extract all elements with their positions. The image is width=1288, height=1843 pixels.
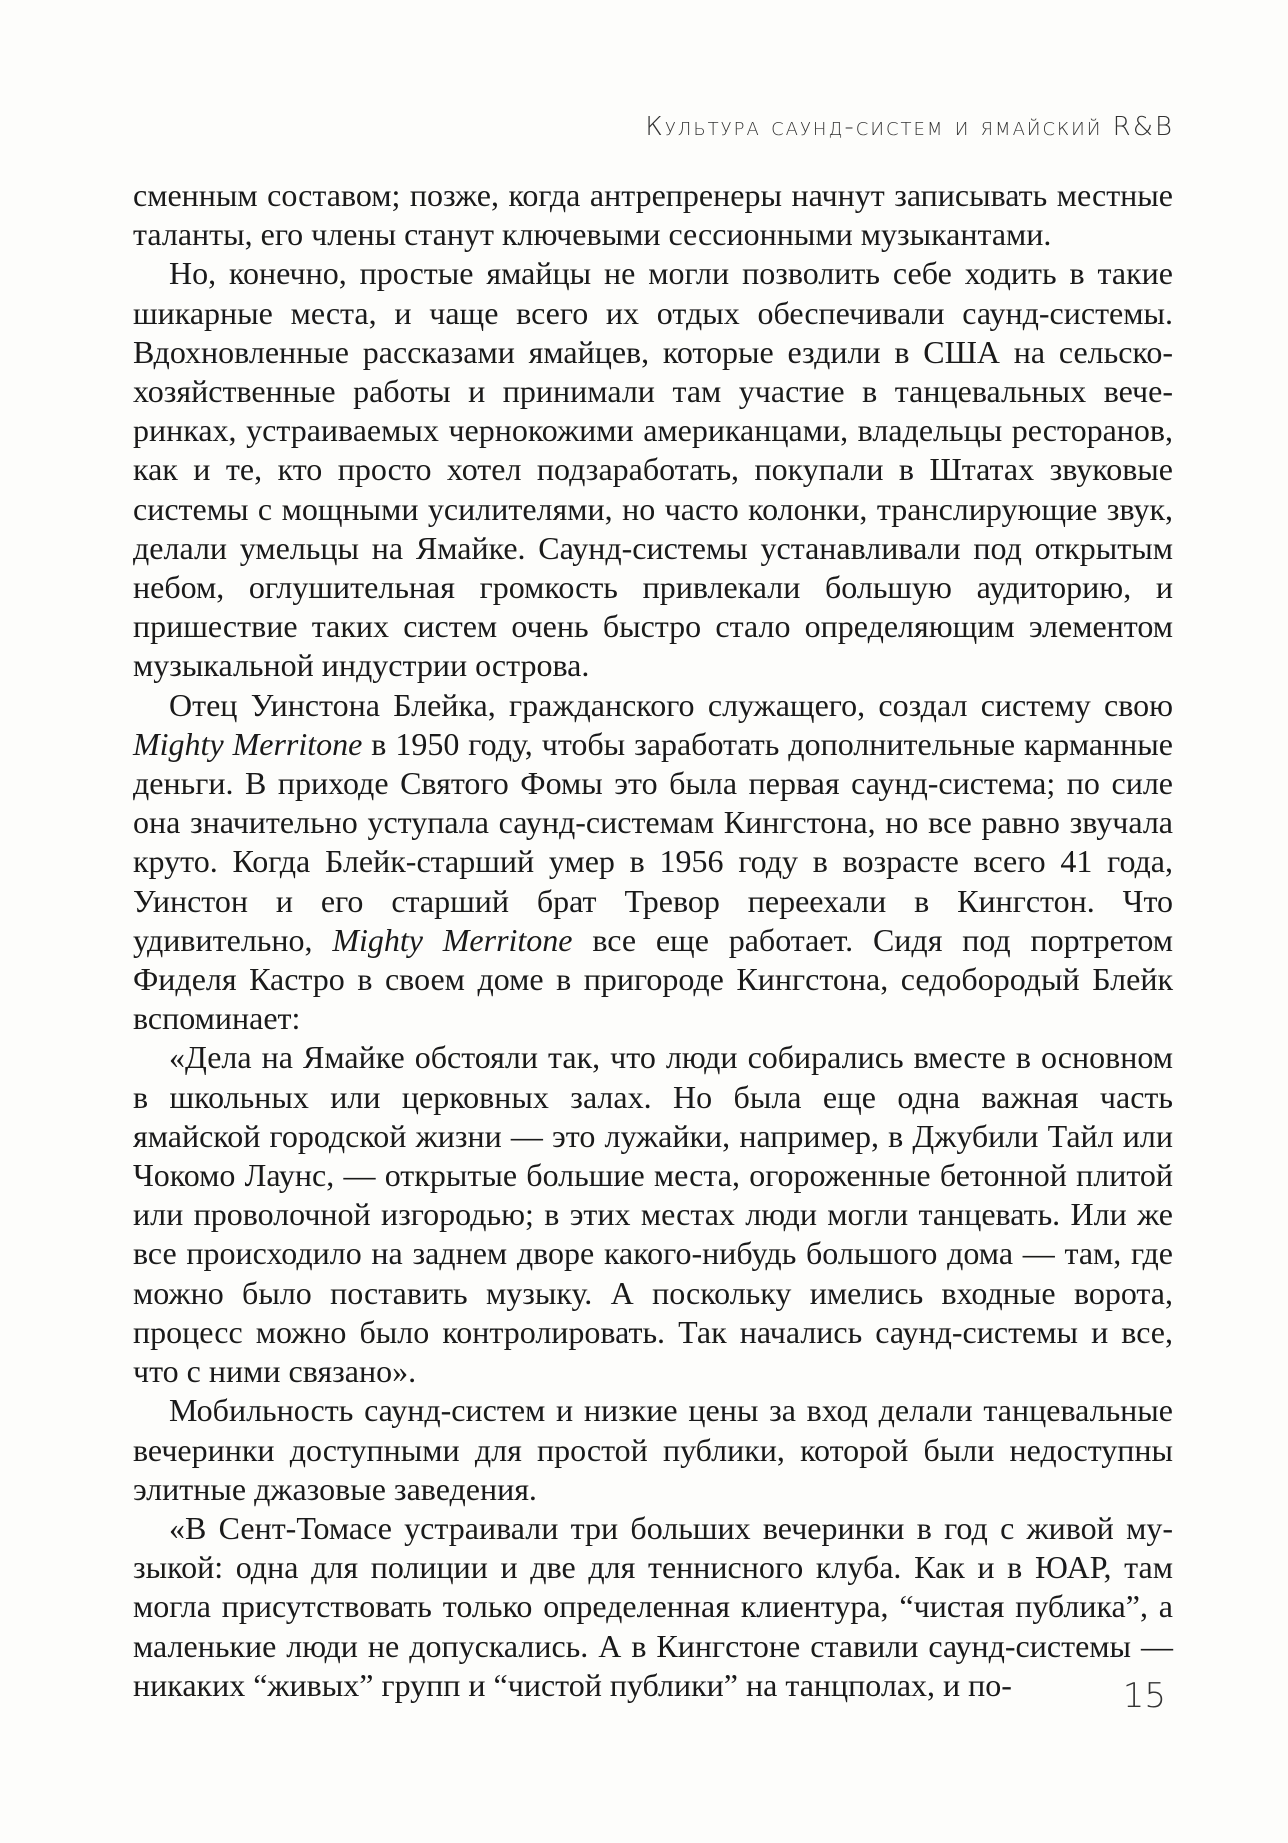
running-header: Культура саунд-систем и ямайский R&B bbox=[645, 112, 1174, 142]
paragraph-text: «В Сент-Томасе устраивали три больших вечеринки в год с живой музыкой: одна для полиции и две для теннисного клуба. Как и в ЮАР, там могла присутствовать только определенная клиентура, “чистая публика”, а маленькие люди не допускались. А в Кингстоне ставили саунд-системы — никаких “живых” групп и “чистой публики” на танцполах, и по- bbox=[133, 1509, 1173, 1703]
paragraph-text: все еще работает. Сидя под портретом Фиделя Кастро в своем доме в пригороде Кингстона, седобородый Блейк вспоминает: bbox=[133, 921, 1174, 1037]
page-number: 15 bbox=[1122, 1676, 1166, 1716]
paragraph-text: сменным составом; позже, когда антрепренеры начнут записывать местные таланты, его члены станут ключевыми сессионными музыкантами. bbox=[133, 177, 1173, 253]
paragraph-text: Отец Уинстона Блейка, гражданского служащего, создал систему свою bbox=[169, 686, 1173, 723]
quote-paragraph bbox=[133, 1038, 1173, 1391]
italic-title: Mighty Merritone bbox=[332, 921, 573, 958]
paragraph-text: «Дела на Ямайке обстояли так, что люди собирались вместе в основном в школьных или церковных залах. Но была еще одна важная часть ямайской городской жизни — это лужайки, например, в Джубили Тайл или Чокомо Лаунс, — открытые большие места, огороженные бетонной плитой или проволочной изгородью; в этих местах люди могли танцевать. Или же все происходило на заднем дворе какого-нибудь большого дома — там, где можно было поставить музыку. А поскольку имелись входные ворота, процесс можно было контролировать. Так начались саунд-системы и все, что с ними связано». bbox=[133, 1039, 1173, 1390]
quote-paragraph bbox=[133, 1509, 1173, 1705]
paragraph-text: Но, конечно, простые ямайцы не могли позволить себе ходить в такие шикарные места, и чаще всего их отдых обеспечивали саунд-системы. Вдохновленные рассказами ямайцев, которые ездили в США на сельскохозяйственные работы и принимали там участие в танцевальных вечеринках, устраиваемых чернокожими американцами, владельцы ресторанов, как и те, кто просто хотел подзаработать, покупали в Штатах звуковые системы с мощными усилителями, но часто колонки, транслирующие звук, делали умельцы на Ямайке. Саунд-системы устанавливали под открытым небом, оглушительная громкость привлекали большую аудиторию, и пришествие таких систем очень быстро стало определяющим элементом музыкальной индустрии острова. bbox=[133, 255, 1173, 684]
paragraph bbox=[133, 176, 1173, 254]
paragraph bbox=[133, 686, 1173, 1039]
italic-title: Mighty Merritone bbox=[133, 725, 363, 762]
body-text bbox=[133, 176, 1173, 1705]
paragraph bbox=[133, 1391, 1173, 1509]
paragraph bbox=[133, 254, 1173, 685]
paragraph-text: Мобильность саунд-систем и низкие цены за вход делали танцевальные вечеринки доступными для простой публики, которой были недоступны элитные джазовые заведения. bbox=[133, 1392, 1173, 1507]
paragraph-text: в 1950 году, чтобы заработать дополнительные карманные деньги. В приходе Святого Фомы это была первая саунд-система; по силе она значительно уступала саунд-системам Кингстона, но все равно звучала круто. Когда Блейк-старший умер в 1956 году в возрасте всего 41 года, Уинстон и его старший брат Тревор переехали в Кингстон. Что удивительно, bbox=[133, 725, 1174, 958]
